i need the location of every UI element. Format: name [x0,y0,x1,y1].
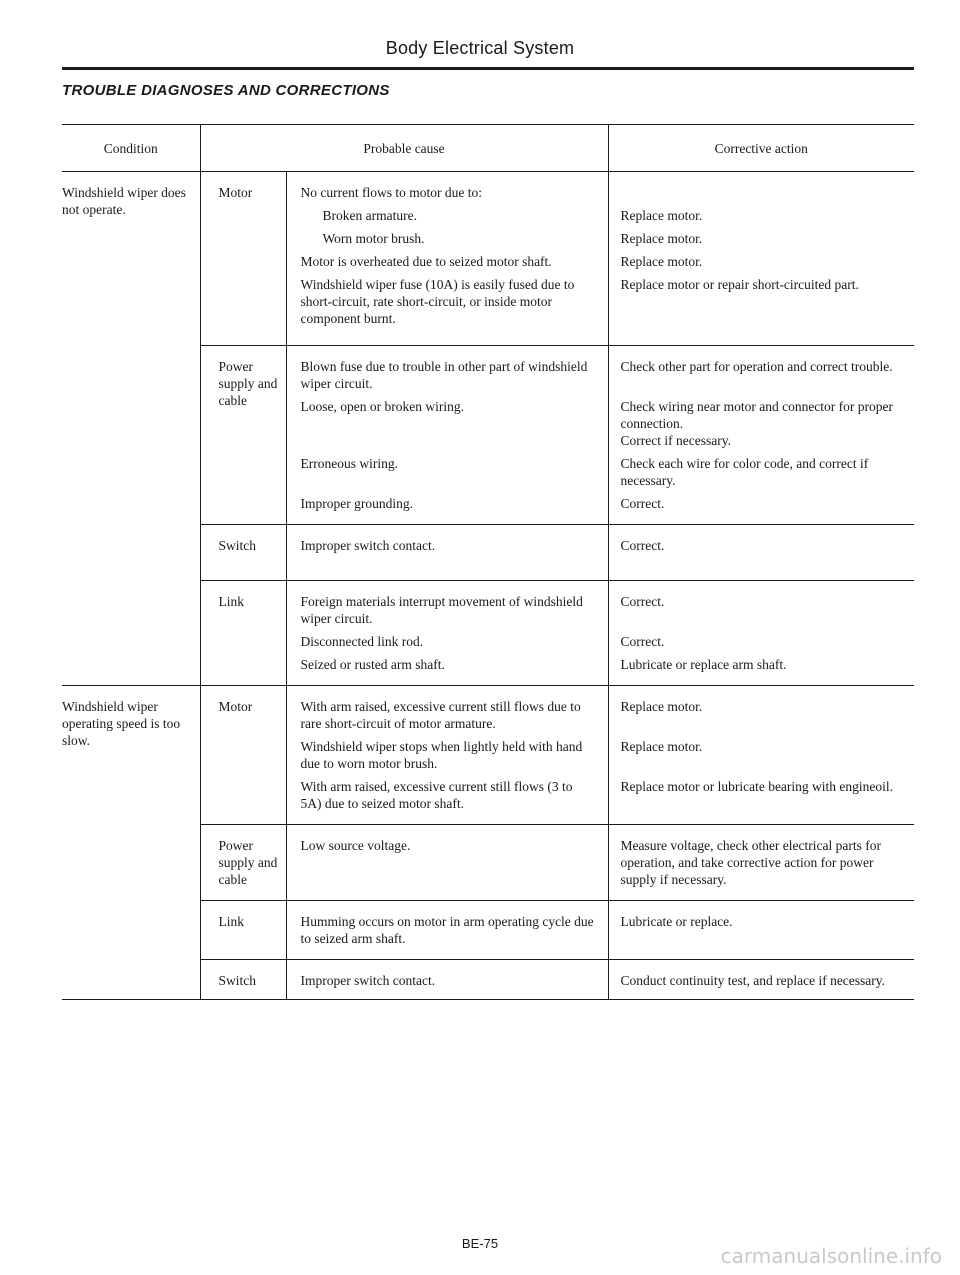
action-cell: Replace motor. [608,224,914,247]
cause-cell: Erroneous wiring. [286,449,608,489]
header-rule [62,67,914,70]
action-cell [608,392,914,449]
cause-cell: Low source voltage. [286,825,608,901]
cause-cell: Foreign materials interrupt movement of windshield wiper circuit. [286,581,608,628]
trouble-table-wrapper [62,124,914,1000]
cause-cell: Seized or rusted arm shaft. [286,650,608,686]
action-cell: Correct. [608,627,914,650]
component-cell: Switch [200,525,286,581]
table-row [62,686,914,733]
cause-cell [286,224,608,247]
action-cell: Replace motor or lubricate bearing with engineoil. [608,772,914,825]
header-probable-cause: Probable cause [200,125,608,172]
component-cell: Switch [200,960,286,1000]
action-cell: Lubricate or replace arm shaft. [608,650,914,686]
header-condition: Condition [62,125,200,172]
condition-cell: Windshield wiper does not operate. [62,185,186,217]
component-cell: Motor [200,686,286,825]
cause-cell: Improper switch contact. [286,960,608,1000]
cause-cell: With arm raised, excessive current still flows (3 to 5A) due to seized motor shaft. [286,772,608,825]
cause-cell: Humming occurs on motor in arm operating cycle due to seized arm shaft. [286,901,608,960]
trouble-diagnosis-table [62,124,914,1000]
page-number: BE-75 [461,1236,499,1251]
cause-cell: Improper grounding. [286,489,608,525]
condition-cell: Windshield wiper operating speed is too slow. [62,686,200,1000]
cause-cell: Motor is overheated due to seized motor shaft. [286,247,608,270]
section-title: TROUBLE DIAGNOSES AND CORRECTIONS [62,82,390,99]
action-cell: Replace motor. [608,732,914,772]
action-cell: Lubricate or replace. [608,901,914,960]
cause-cell: Loose, open or broken wiring. [286,392,608,449]
action-cell: Check other part for operation and correct trouble. [608,346,914,393]
watermark: carmanualsonline.info [720,1244,942,1268]
action-cell: Correct. [608,581,914,628]
action-cell: Correct. [608,489,914,525]
cause-text: Worn motor brush. [322,231,425,246]
action-cell: Replace motor. [608,247,914,270]
cause-text: Broken armature. [322,208,417,223]
component-cell: Power supply and cable [200,346,286,525]
component-cell: Link [200,581,286,686]
action-cell: Replace motor. [608,201,914,224]
action-text: Correct if necessary. [620,433,731,448]
table-header-row [62,125,914,172]
cause-cell: Blown fuse due to trouble in other part of windshield wiper circuit. [286,346,608,393]
cause-cell [286,201,608,224]
action-text: Check wiring near motor and connector for proper connection. [620,399,894,431]
cause-cell: Disconnected link rod. [286,627,608,650]
cause-cell: No current flows to motor due to: [286,172,608,202]
action-cell [608,172,914,202]
table-row [62,172,914,202]
action-cell: Replace motor or repair short-circuited part. [608,270,914,346]
action-cell: Correct. [608,525,914,581]
header-corrective-action: Corrective action [608,125,914,172]
cause-cell: Windshield wiper stops when lightly held with hand due to worn motor brush. [286,732,608,772]
cause-cell: Windshield wiper fuse (10A) is easily fused due to short-circuit, rate short-circuit, or inside motor component burnt. [286,270,608,346]
action-cell: Check each wire for color code, and correct if necessary. [608,449,914,489]
component-cell: Power supply and cable [200,825,286,901]
cause-cell: With arm raised, excessive current still flows due to rare short-circuit of motor armature. [286,686,608,733]
component-cell: Link [200,901,286,960]
action-cell: Replace motor. [608,686,914,733]
page-header: Body Electrical System [385,38,575,58]
component-cell: Motor [200,172,286,346]
action-cell: Measure voltage, check other electrical parts for operation, and take corrective action for power supply if necessary. [608,825,914,901]
cause-cell: Improper switch contact. [286,525,608,581]
action-cell: Conduct continuity test, and replace if necessary. [608,960,914,1000]
